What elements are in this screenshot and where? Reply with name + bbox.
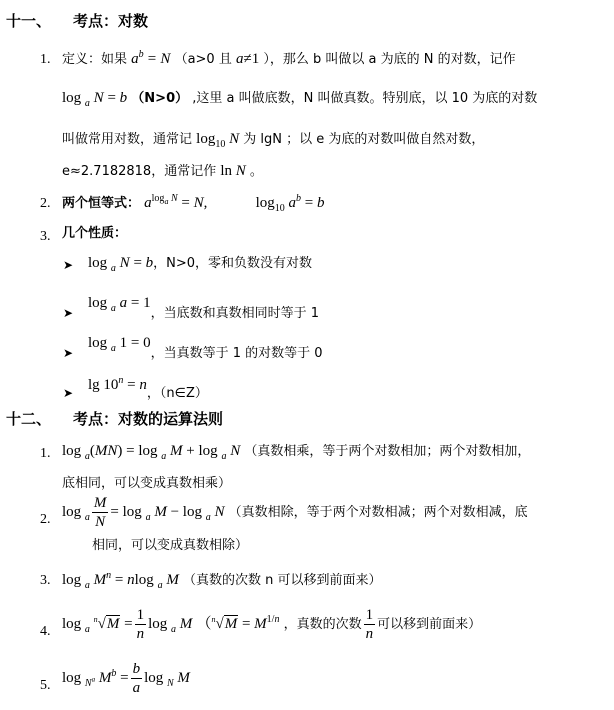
formula-power-rule: log $_a$ $M^n = nlog$ $_a$ M <box>62 570 179 591</box>
properties-label: 几个性质： <box>62 226 128 241</box>
formula-a-pow-b: $a^b$ <box>131 49 144 67</box>
rule-number: 5. <box>40 678 51 693</box>
arrow-bullet-icon: ➤ <box>63 306 74 320</box>
rule-number: 2. <box>40 512 51 527</box>
rule-4: log $_a$ $^n$√M = $\frac{1}{n}$ log $_a$ M （$^n√M = M^{1/n}$ ，真数的次数 $\frac{1}{n}$ 可以移到前面来） <box>62 607 482 642</box>
rule-2: log $_a$ $\frac{M}{N}$ = log $_a$ M − log $_a$ N （真数相除，等于两个对数相减；两个对数相减，底 <box>62 495 528 530</box>
section-title: 考点：对数的运算法则 <box>73 410 224 428</box>
property-3: log $_a$ 1 = 0，当真数等于 1 的对数等于 0 <box>88 335 323 361</box>
item-number: 3. <box>40 229 51 244</box>
identities-line: 两个恒等式： $a^{log_a N} = N$, $\log_{10} a^b = b$ <box>62 193 325 214</box>
formula-ln: ln N <box>220 163 246 179</box>
definition-line-4: e≈2.7182818，通常记作 ln N 。 <box>62 163 263 179</box>
section-heading-11 <box>6 14 148 29</box>
rule-5: log $_{N^a}$ $M^b$ = $\frac{b}{a}$ log $_N$ M <box>62 661 190 696</box>
formula-identity-1: $a^{log_a N} = N$, <box>144 193 208 211</box>
rule-1-continued: 底相同，可以变成真数相乘） <box>62 476 232 491</box>
formula-log10: $\log_{10} N$ <box>196 131 240 150</box>
arrow-bullet-icon: ➤ <box>63 258 74 272</box>
definition-line-1: 定义：如果 $a^b = N$ （a>0 且 a≠1 ），那么 b 叫做以 a 为底的 N 的对数，记作 <box>62 49 516 67</box>
section-number: 十一、 <box>6 12 52 30</box>
item-number: 2. <box>40 196 51 211</box>
rule-number: 1. <box>40 446 51 461</box>
rule-2-continued: 相同，可以变成真数相除） <box>92 538 249 553</box>
rule-number: 3. <box>40 573 51 588</box>
property-4: $\lg 10^n = n$，（n∈Z） <box>88 375 208 401</box>
definition-line-2: log $_a$ N = b （N>0） ,这里 a 叫做底数，N 叫做真数。特别底，以 10 为底的对数 <box>62 90 538 109</box>
section-number: 十二、 <box>6 410 52 428</box>
property-1: log $_a$ N = b，N>0，零和负数没有对数 <box>88 255 313 274</box>
rule-number: 4. <box>40 624 51 639</box>
rule-1: log $_a$(MN) = log $_a$ M + log $_a$ N （真数相乘，等于两个对数相加；两个对数相加， <box>62 443 531 462</box>
item-number: 1. <box>40 52 51 67</box>
formula-product-rule: log $_a$(MN) = log $_a$ M + log $_a$ N <box>62 443 241 462</box>
section-heading-12 <box>6 412 223 427</box>
formula-log-def: log $_a$ N = b <box>62 90 128 109</box>
formula-change-power-rule: log $_{N^a}$ $M^b$ = <box>62 668 129 689</box>
section-title: 考点：对数 <box>73 12 149 30</box>
rule-3: log $_a$ $M^n = nlog$ $_a$ M （真数的次数 n 可以移到前面来） <box>62 570 382 591</box>
property-2: log $_a$ a = 1，当底数和真数相同时等于 1 <box>88 295 320 321</box>
arrow-bullet-icon: ➤ <box>63 346 74 360</box>
definition-line-3: 叫做常用对数，通常记 $\log_{10} N$ 为 lgN ；以 e 为底的对数叫做自然对数， <box>62 131 485 150</box>
arrow-bullet-icon: ➤ <box>63 386 74 400</box>
formula-quotient-rule: log $_a$ <box>62 504 90 523</box>
formula-identity-2: $\log_{10} a^b = b$ <box>255 193 325 214</box>
formula-root-rule: log $_a$ $^n$√M = <box>62 615 133 635</box>
